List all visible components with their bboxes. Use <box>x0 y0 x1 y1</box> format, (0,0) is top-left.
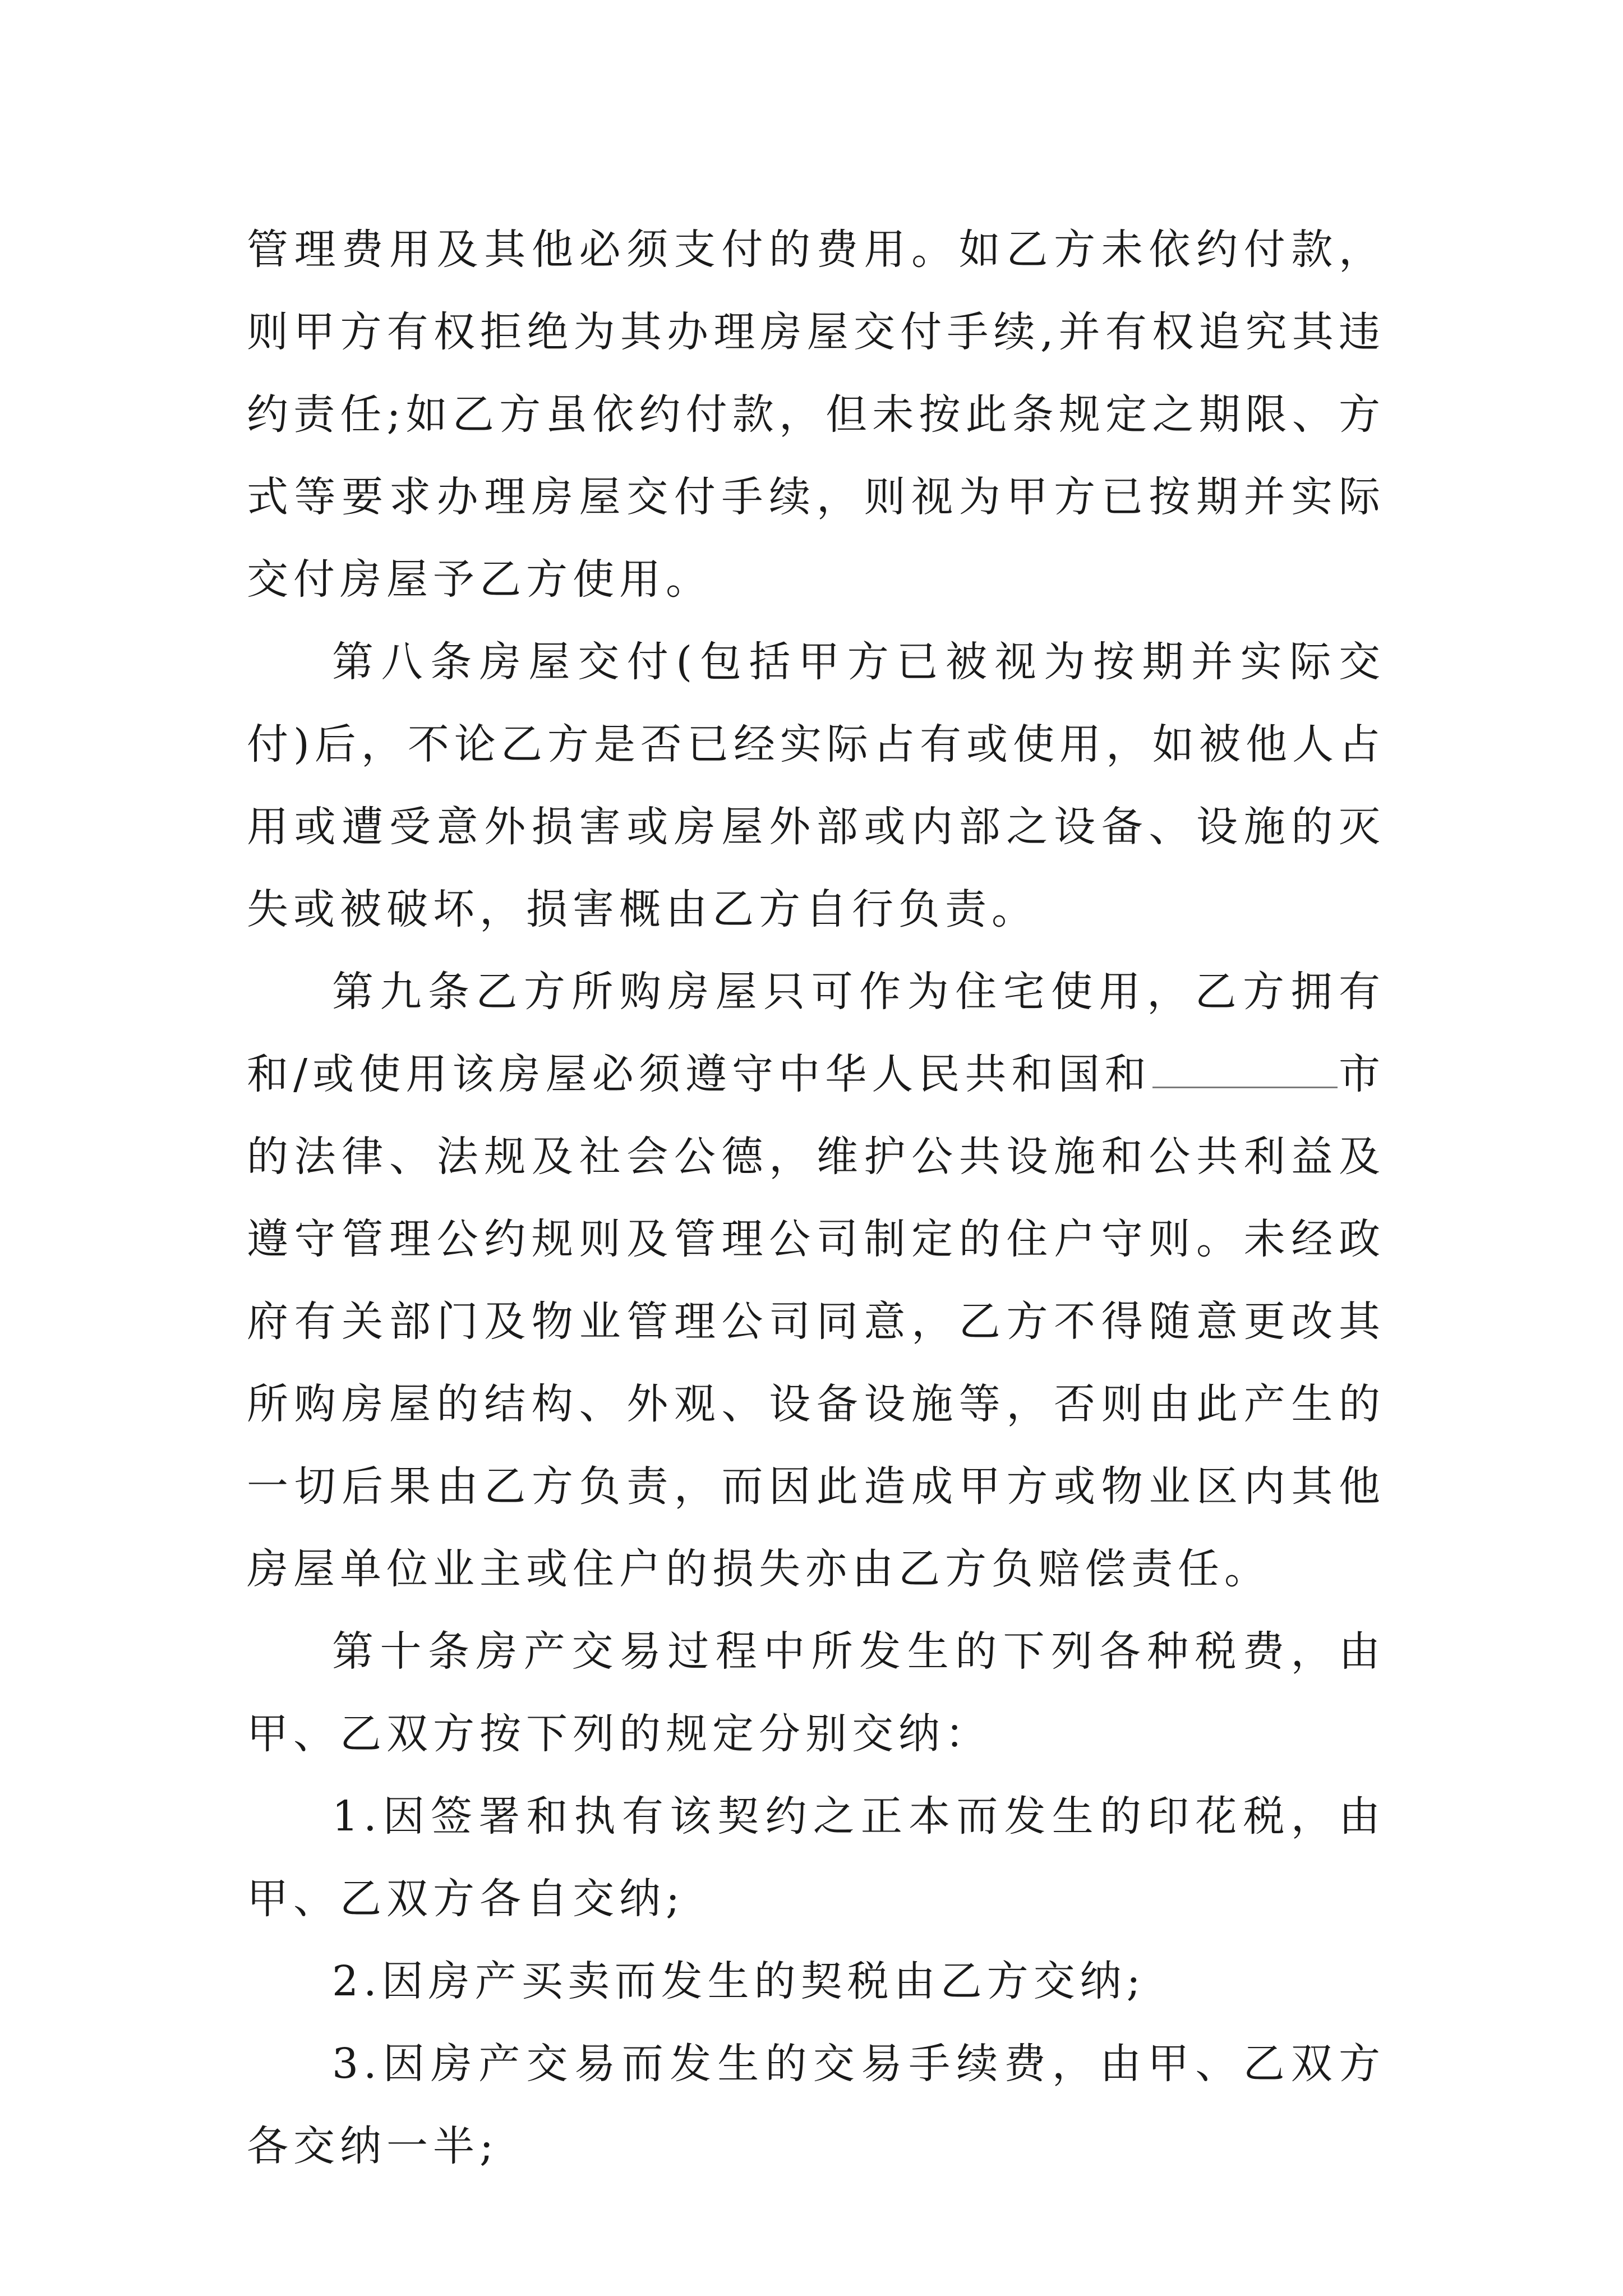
list-item-deed-tax: 2.因房产买卖而发生的契税由乙方交纳; <box>332 1957 1146 2005</box>
document-body <box>247 209 1385 2188</box>
article-9-text-before-blank: 第九条乙方所购房屋只可作为住宅使用，乙方拥有和/或使用该房屋必须遵守中华人民共和国和 <box>247 968 1385 1098</box>
article-9-text-after-blank: 市的法律、法规及社会公德，维护公共设施和公共利益及遵守管理公约规则及管理公司制定的住户守则。未经政府有关部门及物业管理公司同意，乙方不得随意更改其所购房屋的结构、外观、设备设施等，否则由此产生的一切后果由乙方负责，而因此造成甲方或物业区内其他房屋单位业主或住户的损失亦由乙方负赔偿责任。 <box>247 1050 1386 1593</box>
city-name-blank-line <box>1152 1086 1338 1088</box>
paragraph-article-9 <box>247 951 1385 1611</box>
paragraph-article-8: 第八条房屋交付(包括甲方已被视为按期并实际交付)后，不论乙方是否已经实际占有或使用，如被他人占用或遭受意外损害或房屋外部或内部之设备、设施的灭失或被破坏，损害概由乙方自行负责。 <box>247 638 1385 933</box>
paragraph-article-10: 第十条房产交易过程中所发生的下列各种税费，由甲、乙双方按下列的规定分别交纳： <box>247 1627 1385 1758</box>
list-item-transaction-fee: 3.因房产交易而发生的交易手续费，由甲、乙双方各交纳一半; <box>247 2040 1385 2170</box>
list-item-stamp-tax: 1.因签署和执有该契约之正本而发生的印花税，由甲、乙双方各自交纳; <box>247 1792 1385 1923</box>
paragraph-fee-payment: 管理费用及其他必须支付的费用。如乙方未依约付款，则甲方有权拒绝为其办理房屋交付手续,并有权追究其违约责任;如乙方虽依约付款，但未按此条规定之期限、方式等要求办理房屋交付手续，则视为甲方已按期并实际交付房屋予乙方使用。 <box>247 226 1385 604</box>
